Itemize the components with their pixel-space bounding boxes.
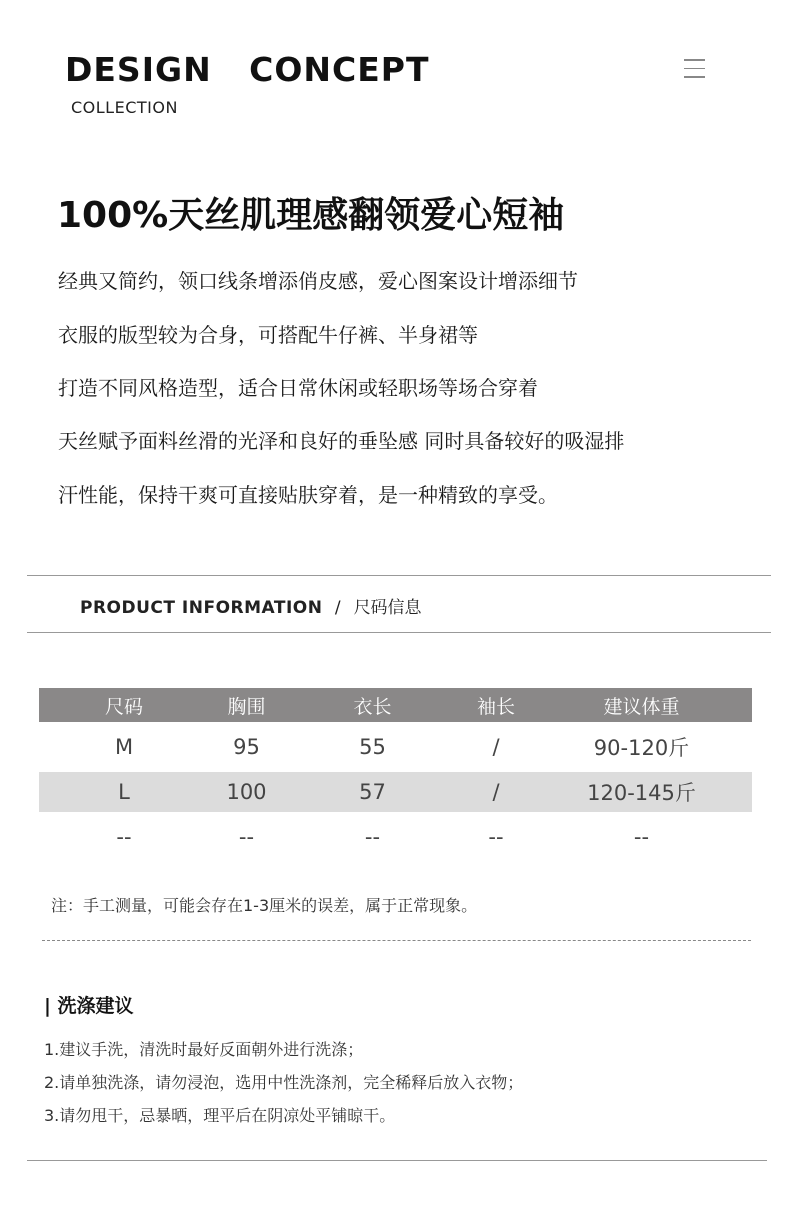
brand-subtitle: COLLECTION — [71, 98, 178, 117]
table-cell: -- — [238, 825, 255, 849]
table-row — [39, 722, 752, 772]
brand-title: DESIGN CONCEPT — [65, 50, 430, 89]
hamburger-menu-icon[interactable] — [684, 59, 706, 79]
section-divider-bottom — [27, 632, 771, 633]
table-cell: -- — [116, 825, 132, 849]
table-cell: 90-120斤 — [593, 736, 690, 760]
heading-en: PRODUCT INFORMATION — [80, 598, 323, 618]
header-chest: 胸围 — [227, 695, 266, 718]
product-information-heading — [80, 593, 422, 618]
table-row — [39, 812, 752, 862]
table-cell: L — [118, 780, 130, 804]
heading-cn: 尺码信息 — [353, 598, 422, 618]
header-size: 尺码 — [104, 695, 143, 718]
size-table — [39, 688, 752, 862]
table-cell: / — [492, 735, 500, 759]
header-sleeve: 袖长 — [476, 695, 515, 718]
washing-title: | 洗涤建议 — [44, 995, 134, 1017]
list-item: 2.请单独洗涤，请勿浸泡，选用中性洗涤剂，完全稀释后放入衣物； — [44, 1073, 524, 1092]
heading-separator: / — [334, 598, 342, 618]
table-cell: 95 — [233, 735, 260, 759]
header-weight: 建议体重 — [603, 695, 680, 718]
table-cell: -- — [364, 825, 381, 849]
description-line: 汗性能，保持干爽可直接贴肤穿着，是一种精致的享受。 — [58, 483, 558, 507]
dashed-divider — [42, 940, 751, 941]
table-cell: -- — [488, 825, 504, 849]
table-cell: 100 — [226, 780, 267, 804]
table-cell: 55 — [359, 735, 386, 759]
table-row — [39, 772, 752, 812]
table-cell: 57 — [359, 780, 386, 804]
list-item: 3.请勿甩干，忌暴晒，理平后在阴凉处平铺晾干。 — [44, 1106, 396, 1125]
table-cell: -- — [633, 825, 650, 849]
list-item: 1.建议手洗，清洗时最好反面朝外进行洗涤； — [44, 1040, 364, 1059]
description-line: 天丝赋予面料丝滑的光泽和良好的垂坠感 同时具备较好的吸湿排 — [58, 429, 625, 453]
table-cell: / — [492, 780, 500, 804]
description-line: 经典又简约，领口线条增添俏皮感，爱心图案设计增添细节 — [58, 269, 578, 293]
product-title: 100%天丝肌理感翻领爱心短袖 — [57, 195, 565, 236]
table-cell: M — [114, 735, 134, 759]
bottom-divider — [27, 1160, 767, 1161]
header-length: 衣长 — [353, 695, 392, 718]
measurement-note: 注：手工测量，可能会存在1-3厘米的误差，属于正常现象。 — [51, 896, 478, 915]
table-cell: 120-145斤 — [587, 781, 696, 805]
section-divider-top — [27, 575, 771, 576]
table-header-row — [39, 688, 752, 722]
description-line: 打造不同风格造型，适合日常休闲或轻职场等场合穿着 — [58, 376, 538, 400]
description-line: 衣服的版型较为合身，可搭配牛仔裤、半身裙等 — [58, 323, 478, 347]
